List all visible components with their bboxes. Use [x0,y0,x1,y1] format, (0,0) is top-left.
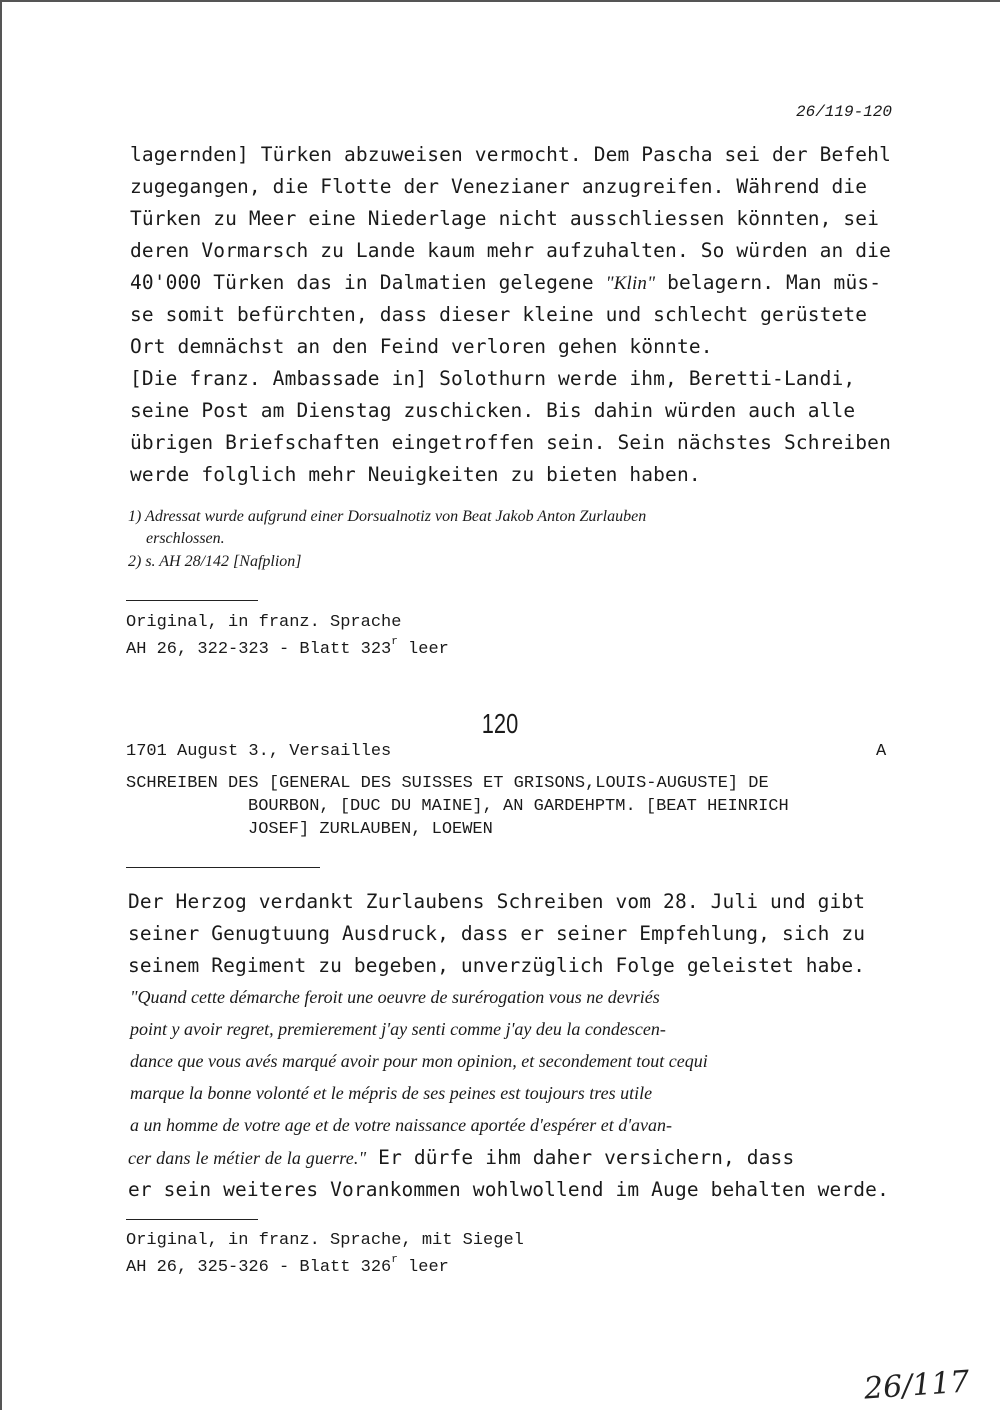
quote-line: dance que vous avés marqué avoir pour mon opinion, et secondement tout cequi [130,1051,708,1071]
body-line: seiner Genugtuung Ausdruck, dass er seiner Empfehlung, sich zu [128,922,866,945]
handwritten-page-number: 26/117 [863,1364,972,1407]
body-line: seine Post am Dienstag zuschicken. Bis dahin würden auch alle [130,399,856,422]
quote-line: marque la bonne volonté et le mépris de ses peines est toujours tres utile [130,1083,653,1103]
place-name-klin: "Klin" [605,273,656,294]
body-line: [Die franz. Ambassade in] Solothurn werde ihm, Beretti-Landi, [130,367,856,390]
letter-title: SCHREIBEN DES [GENERAL DES SUISSES ET GRISONS,LOUIS-AUGUSTE] DE [126,774,769,793]
source-note: Original, in franz. Sprache [126,613,402,632]
body-line: zugegangen, die Flotte der Venezianer anzugreifen. Während die [130,175,868,198]
source-note [126,636,449,659]
body-line [130,271,881,295]
source-ref: AH 26, 325-326 - Blatt 326 [126,1258,392,1277]
quote-line: a un homme de votre age et de votre naissance aportée d'espérer et d'avan- [130,1115,673,1135]
quote-line: point y avoir regret, premierement j'ay senti comme j'ay deu la condescen- [130,1019,666,1039]
body-text: Er dürfe ihm daher versichern, dass [366,1146,795,1169]
scan-edge-left [0,0,2,1410]
letter-number: 120 [481,708,519,739]
letter-title: JOSEF] ZURLAUBEN, LOEWEN [248,820,493,839]
page-reference: 26/119-120 [795,103,892,121]
footnote: erschlossen. [146,530,225,547]
body-line: Der Herzog verdankt Zurlaubens Schreiben vom 28. Juli und gibt [128,890,866,913]
superscript-r: r [391,1254,398,1266]
separator-rule [126,600,258,601]
body-line: übrigen Briefschaften eingetroffen sein. Sein nächstes Schreiben [130,431,891,454]
source-note: Original, in franz. Sprache, mit Siegel [126,1231,524,1250]
body-line: lagernden] Türken abzuweisen vermocht. Dem Pascha sei der Befehl [130,143,891,166]
body-line: Türken zu Meer eine Niederlage nicht ausschliessen könnten, sei [130,207,880,230]
body-line: er sein weiteres Vorankommen wohlwollend im Auge behalten werde. [128,1178,889,1201]
body-text: belagern. Man müs- [655,271,882,294]
superscript-r: r [391,636,398,648]
letter-title: BOURBON, [DUC DU MAINE], AN GARDEHPTM. [BEAT HEINRICH [248,797,789,816]
quote-line: "Quand cette démarche feroit une oeuvre de surérogation vous ne devriés [130,987,660,1007]
body-line: werde folglich mehr Neuigkeiten zu bieten haben. [130,463,701,486]
body-line: se somit befürchten, dass dieser kleine und schlecht gerüstete [130,303,868,326]
body-line: Ort demnächst an den Feind verloren gehen könnte. [130,335,713,358]
scan-edge-top [0,0,1000,2]
body-text: 40'000 Türken das in Dalmatien gelegene [130,271,606,294]
footnote: 2) s. AH 28/142 [Nafplion] [128,553,302,570]
separator-rule [126,1219,258,1220]
source-note [126,1254,449,1277]
source-ref-end: leer [397,640,449,659]
body-line: deren Vormarsch zu Lande kaum mehr aufzuhalten. So würden an die [130,239,891,262]
source-ref-end: leer [397,1258,449,1277]
body-line: seinem Regiment zu begeben, unverzüglich Folge geleistet habe. [128,954,866,977]
quote-end: cer dans le métier de la guerre." [128,1148,367,1168]
category-letter: A [876,742,887,761]
date-place: 1701 August 3., Versailles [126,742,392,761]
body-line [128,1146,794,1169]
source-ref: AH 26, 322-323 - Blatt 323 [126,640,392,659]
separator-rule [126,867,320,868]
footnote: 1) Adressat wurde aufgrund einer Dorsualnotiz von Beat Jakob Anton Zurlauben [128,508,647,525]
